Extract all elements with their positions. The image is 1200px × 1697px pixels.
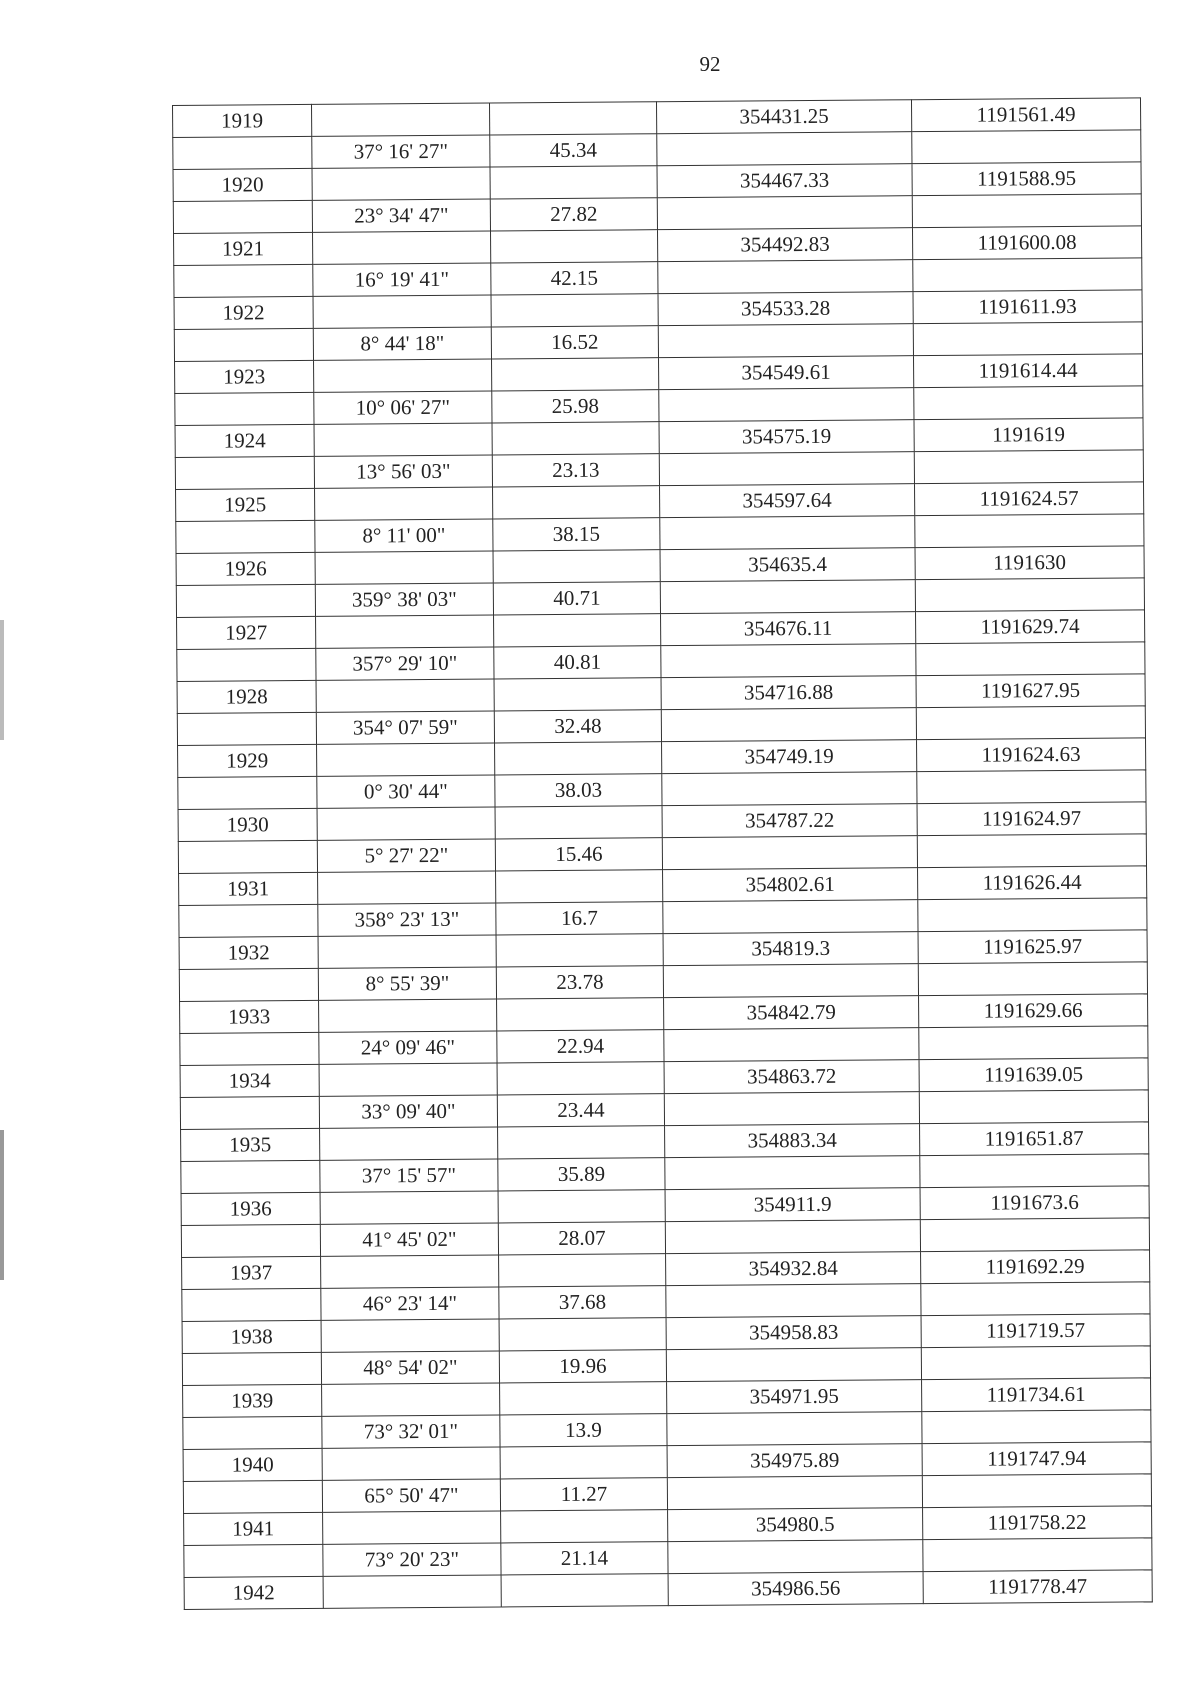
distance-cell: [498, 1190, 665, 1223]
station-number-cell: [174, 264, 313, 297]
distance-cell: [499, 1254, 666, 1287]
northing-cell: 354975.89: [667, 1444, 922, 1478]
northing-cell: 354716.88: [661, 676, 916, 710]
survey-coordinates-table: [172, 97, 1153, 1610]
bearing-cell: [314, 359, 492, 392]
bearing-cell: [313, 231, 491, 264]
station-number-cell: 1940: [183, 1448, 322, 1481]
station-number-cell: 1942: [184, 1576, 323, 1609]
bearing-cell: [323, 1575, 501, 1608]
northing-cell: [664, 1028, 919, 1062]
station-number-cell: [183, 1480, 322, 1513]
northing-cell: 354787.22: [662, 804, 917, 838]
northing-cell: [667, 1476, 922, 1510]
easting-cell: [921, 1282, 1150, 1316]
easting-cell: 1191625.97: [918, 930, 1147, 964]
northing-cell: 354749.19: [662, 740, 917, 774]
station-number-cell: 1924: [175, 424, 314, 457]
distance-cell: 16.52: [491, 326, 658, 359]
easting-cell: 1191588.95: [912, 162, 1141, 196]
easting-cell: [913, 322, 1142, 356]
distance-cell: [492, 422, 659, 455]
northing-cell: 354431.25: [656, 100, 911, 134]
easting-cell: [915, 514, 1144, 548]
station-number-cell: [177, 648, 316, 681]
easting-cell: [912, 194, 1141, 228]
easting-cell: [918, 898, 1147, 932]
bearing-cell: [320, 1127, 498, 1160]
distance-cell: 19.96: [499, 1350, 666, 1383]
easting-cell: 1191629.74: [916, 610, 1145, 644]
northing-cell: [660, 580, 915, 614]
northing-cell: 354932.84: [666, 1252, 921, 1286]
northing-cell: [661, 708, 916, 742]
station-number-cell: [180, 1096, 319, 1129]
easting-cell: 1191626.44: [918, 866, 1147, 900]
northing-cell: 354842.79: [664, 996, 919, 1030]
northing-cell: [657, 196, 912, 230]
easting-cell: 1191624.97: [917, 802, 1146, 836]
distance-cell: [501, 1510, 668, 1543]
bearing-cell: 23° 34' 47": [312, 199, 490, 232]
bearing-cell: 37° 16' 27": [312, 135, 490, 168]
station-number-cell: 1919: [173, 104, 312, 137]
distance-cell: 45.34: [490, 134, 657, 167]
northing-cell: 354980.5: [668, 1508, 923, 1542]
easting-cell: 1191611.93: [913, 290, 1142, 324]
station-number-cell: 1923: [175, 360, 314, 393]
easting-cell: [923, 1538, 1152, 1572]
bearing-cell: 65° 50' 47": [322, 1479, 500, 1512]
station-number-cell: [174, 328, 313, 361]
northing-cell: [661, 644, 916, 678]
distance-cell: 32.48: [494, 710, 661, 743]
station-number-cell: 1922: [174, 296, 313, 329]
easting-cell: [913, 258, 1142, 292]
easting-cell: [922, 1410, 1151, 1444]
easting-cell: 1191673.6: [920, 1186, 1149, 1220]
easting-cell: 1191758.22: [923, 1506, 1152, 1540]
bearing-cell: 10° 06' 27": [314, 391, 492, 424]
distance-cell: 23.44: [497, 1094, 664, 1127]
distance-cell: 15.46: [495, 838, 662, 871]
northing-cell: [664, 1092, 919, 1126]
bearing-cell: [322, 1447, 500, 1480]
scan-edge-mark: [0, 620, 4, 740]
station-number-cell: [182, 1352, 321, 1385]
bearing-cell: [313, 295, 491, 328]
distance-cell: [490, 166, 657, 199]
station-number-cell: [178, 776, 317, 809]
distance-cell: 28.07: [498, 1222, 665, 1255]
station-number-cell: 1934: [180, 1064, 319, 1097]
station-number-cell: 1932: [179, 936, 318, 969]
station-number-cell: [175, 456, 314, 489]
northing-cell: [659, 388, 914, 422]
bearing-cell: 33° 09' 40": [319, 1095, 497, 1128]
station-number-cell: 1937: [182, 1256, 321, 1289]
easting-cell: 1191747.94: [922, 1442, 1151, 1476]
easting-cell: 1191629.66: [919, 994, 1148, 1028]
bearing-cell: [323, 1511, 501, 1544]
northing-cell: [662, 772, 917, 806]
station-number-cell: 1938: [182, 1320, 321, 1353]
northing-cell: 354533.28: [658, 292, 913, 326]
easting-cell: 1191639.05: [919, 1058, 1148, 1092]
northing-cell: 354635.4: [660, 548, 915, 582]
station-number-cell: [180, 1032, 319, 1065]
bearing-cell: [322, 1383, 500, 1416]
distance-cell: 11.27: [500, 1478, 667, 1511]
bearing-cell: [321, 1255, 499, 1288]
station-number-cell: [173, 136, 312, 169]
distance-cell: [498, 1126, 665, 1159]
distance-cell: [490, 230, 657, 263]
northing-cell: [663, 964, 918, 998]
station-number-cell: 1920: [173, 168, 312, 201]
easting-cell: [916, 642, 1145, 676]
page-number: 92: [699, 52, 721, 76]
bearing-cell: [314, 423, 492, 456]
distance-cell: 40.81: [494, 646, 661, 679]
easting-cell: [919, 1026, 1148, 1060]
station-number-cell: [181, 1160, 320, 1193]
easting-cell: 1191600.08: [912, 226, 1141, 260]
station-number-cell: 1933: [180, 1000, 319, 1033]
bearing-cell: 13° 56' 03": [314, 455, 492, 488]
station-number-cell: [182, 1288, 321, 1321]
easting-cell: 1191614.44: [913, 354, 1142, 388]
distance-cell: 40.71: [493, 582, 660, 615]
northing-cell: 354863.72: [664, 1060, 919, 1094]
bearing-cell: 358° 23' 13": [318, 903, 496, 936]
station-number-cell: 1926: [176, 552, 315, 585]
station-number-cell: [178, 840, 317, 873]
distance-cell: 22.94: [497, 1030, 664, 1063]
distance-cell: [495, 806, 662, 839]
station-number-cell: [179, 904, 318, 937]
station-number-cell: 1935: [181, 1128, 320, 1161]
northing-cell: [665, 1156, 920, 1190]
easting-cell: 1191624.57: [914, 482, 1143, 516]
easting-cell: [916, 706, 1145, 740]
station-number-cell: 1939: [183, 1384, 322, 1417]
station-number-cell: [175, 392, 314, 425]
northing-cell: [658, 324, 913, 358]
distance-cell: 42.15: [491, 262, 658, 295]
distance-cell: [496, 870, 663, 903]
bearing-cell: 8° 55' 39": [318, 967, 496, 1000]
easting-cell: 1191561.49: [911, 98, 1140, 132]
distance-cell: [495, 742, 662, 775]
station-number-cell: [173, 200, 312, 233]
northing-cell: 354676.11: [661, 612, 916, 646]
distance-cell: [492, 358, 659, 391]
bearing-cell: 41° 45' 02": [320, 1223, 498, 1256]
distance-cell: [489, 102, 656, 135]
distance-cell: 37.68: [499, 1286, 666, 1319]
distance-cell: 23.13: [492, 454, 659, 487]
station-number-cell: 1921: [174, 232, 313, 265]
northing-cell: [659, 452, 914, 486]
northing-cell: 354549.61: [658, 356, 913, 390]
northing-cell: [663, 900, 918, 934]
easting-cell: 1191778.47: [923, 1570, 1152, 1604]
easting-cell: [914, 386, 1143, 420]
easting-cell: [922, 1474, 1151, 1508]
easting-cell: [917, 834, 1146, 868]
easting-cell: [917, 770, 1146, 804]
northing-cell: 354802.61: [663, 868, 918, 902]
easting-cell: [918, 962, 1147, 996]
northing-cell: [658, 260, 913, 294]
distance-cell: 35.89: [498, 1158, 665, 1191]
distance-cell: 25.98: [492, 390, 659, 423]
distance-cell: [494, 678, 661, 711]
easting-cell: 1191734.61: [922, 1378, 1151, 1412]
northing-cell: 354492.83: [657, 228, 912, 262]
scan-edge-mark: [0, 1130, 4, 1280]
distance-cell: [497, 998, 664, 1031]
easting-cell: [920, 1218, 1149, 1252]
bearing-cell: 73° 32' 01": [322, 1415, 500, 1448]
bearing-cell: [321, 1319, 499, 1352]
bearing-cell: 0° 30' 44": [317, 775, 495, 808]
station-number-cell: 1925: [176, 488, 315, 521]
station-number-cell: 1931: [179, 872, 318, 905]
distance-cell: [494, 614, 661, 647]
northing-cell: 354971.95: [667, 1380, 922, 1414]
easting-cell: 1191624.63: [917, 738, 1146, 772]
easting-cell: [920, 1154, 1149, 1188]
station-number-cell: [176, 584, 315, 617]
distance-cell: 16.7: [496, 902, 663, 935]
station-number-cell: [181, 1224, 320, 1257]
bearing-cell: [318, 871, 496, 904]
station-number-cell: [184, 1544, 323, 1577]
northing-cell: 354575.19: [659, 420, 914, 454]
bearing-cell: 16° 19' 41": [313, 263, 491, 296]
easting-cell: 1191651.87: [920, 1122, 1149, 1156]
bearing-cell: 48° 54' 02": [321, 1351, 499, 1384]
distance-cell: [493, 550, 660, 583]
easting-cell: [915, 578, 1144, 612]
distance-cell: [491, 294, 658, 327]
station-number-cell: 1941: [184, 1512, 323, 1545]
easting-cell: [912, 130, 1141, 164]
bearing-cell: [315, 487, 493, 520]
easting-cell: [914, 450, 1143, 484]
distance-cell: 27.82: [490, 198, 657, 231]
bearing-cell: [311, 103, 489, 136]
station-number-cell: 1936: [181, 1192, 320, 1225]
table-row: [184, 1570, 1152, 1610]
bearing-cell: 24° 09' 46": [319, 1031, 497, 1064]
northing-cell: [662, 836, 917, 870]
bearing-cell: 357° 29' 10": [316, 647, 494, 680]
bearing-cell: [319, 1063, 497, 1096]
northing-cell: 354467.33: [657, 164, 912, 198]
bearing-cell: [320, 1191, 498, 1224]
bearing-cell: 354° 07' 59": [316, 711, 494, 744]
easting-cell: [919, 1090, 1148, 1124]
easting-cell: 1191719.57: [921, 1314, 1150, 1348]
bearing-cell: 37° 15' 57": [320, 1159, 498, 1192]
northing-cell: [665, 1220, 920, 1254]
easting-cell: 1191627.95: [916, 674, 1145, 708]
distance-cell: 38.15: [493, 518, 660, 551]
station-number-cell: 1927: [177, 616, 316, 649]
easting-cell: 1191692.29: [921, 1250, 1150, 1284]
northing-cell: 354958.83: [666, 1316, 921, 1350]
station-number-cell: [176, 520, 315, 553]
station-number-cell: [179, 968, 318, 1001]
bearing-cell: 8° 44' 18": [313, 327, 491, 360]
northing-cell: [660, 516, 915, 550]
bearing-cell: [316, 679, 494, 712]
bearing-cell: [315, 551, 493, 584]
bearing-cell: [318, 935, 496, 968]
distance-cell: 38.03: [495, 774, 662, 807]
northing-cell: 354597.64: [660, 484, 915, 518]
easting-cell: 1191630: [915, 546, 1144, 580]
northing-cell: 354911.9: [665, 1188, 920, 1222]
northing-cell: [668, 1540, 923, 1574]
distance-cell: [500, 1382, 667, 1415]
bearing-cell: [317, 743, 495, 776]
bearing-cell: 359° 38' 03": [315, 583, 493, 616]
distance-cell: 23.78: [496, 966, 663, 999]
bearing-cell: [319, 999, 497, 1032]
bearing-cell: 73° 20' 23": [323, 1543, 501, 1576]
station-number-cell: [177, 712, 316, 745]
station-number-cell: 1929: [178, 744, 317, 777]
easting-cell: 1191619: [914, 418, 1143, 452]
northing-cell: [657, 132, 912, 166]
distance-cell: [500, 1446, 667, 1479]
northing-cell: 354986.56: [668, 1572, 923, 1606]
bearing-cell: [317, 807, 495, 840]
station-number-cell: 1928: [177, 680, 316, 713]
distance-cell: [496, 934, 663, 967]
easting-cell: [921, 1346, 1150, 1380]
distance-cell: [493, 486, 660, 519]
bearing-cell: [312, 167, 490, 200]
northing-cell: [666, 1348, 921, 1382]
distance-cell: 21.14: [501, 1542, 668, 1575]
station-number-cell: [183, 1416, 322, 1449]
station-number-cell: 1930: [178, 808, 317, 841]
bearing-cell: 5° 27' 22": [317, 839, 495, 872]
northing-cell: 354819.3: [663, 932, 918, 966]
distance-cell: [499, 1318, 666, 1351]
bearing-cell: 46° 23' 14": [321, 1287, 499, 1320]
distance-cell: [497, 1062, 664, 1095]
bearing-cell: [316, 615, 494, 648]
bearing-cell: 8° 11' 00": [315, 519, 493, 552]
northing-cell: [666, 1284, 921, 1318]
distance-cell: 13.9: [500, 1414, 667, 1447]
northing-cell: 354883.34: [665, 1124, 920, 1158]
northing-cell: [667, 1412, 922, 1446]
distance-cell: [501, 1574, 668, 1607]
